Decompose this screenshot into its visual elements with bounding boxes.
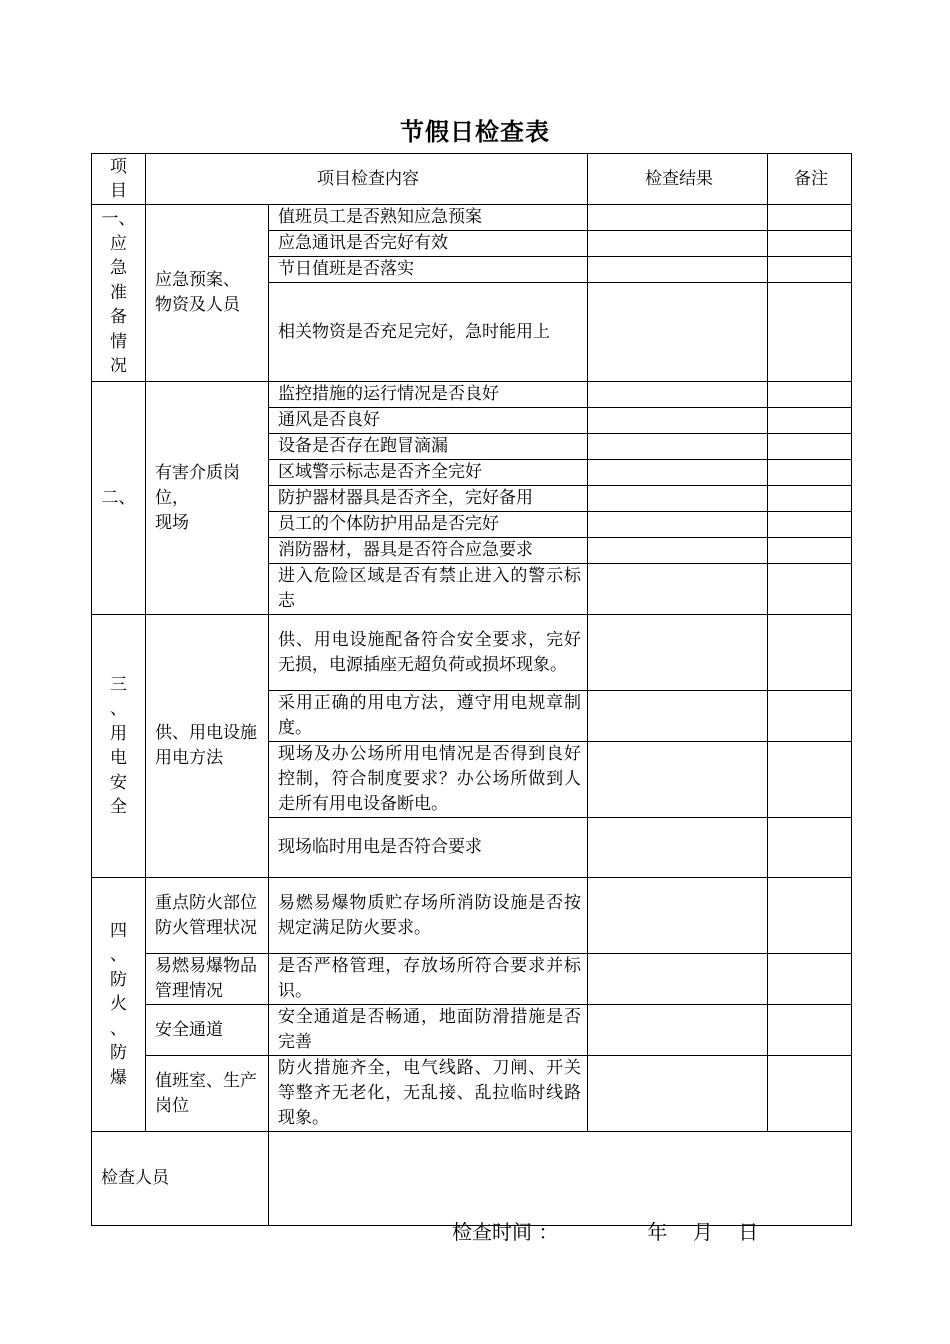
table-row: [92, 1005, 852, 1056]
result-cell[interactable]: [588, 1005, 768, 1056]
remark-cell[interactable]: [768, 742, 852, 818]
section-1-label: 一、 应 急 准 备 情 况: [92, 205, 146, 382]
check-item: 监控措施的运行情况是否良好: [269, 382, 588, 408]
remark-cell[interactable]: [768, 434, 852, 460]
check-item: 防护器材器具是否齐全，完好备用: [269, 486, 588, 512]
remark-cell[interactable]: [768, 1056, 852, 1132]
date-day: 日: [738, 1220, 759, 1244]
check-item: 安全通道是否畅通，地面防滑措施是否完善: [269, 1005, 588, 1056]
result-cell[interactable]: [588, 434, 768, 460]
check-item: 应急通讯是否完好有效: [269, 231, 588, 257]
table-row: [92, 878, 852, 954]
remark-cell[interactable]: [768, 382, 852, 408]
page-title: 节假日检查表: [400, 118, 550, 146]
check-item: 通风是否良好: [269, 408, 588, 434]
check-item: 防火措施齐全，电气线路、刀闸、开关等整齐无老化，无乱接、乱拉临时线路现象。: [269, 1056, 588, 1132]
remark-cell[interactable]: [768, 257, 852, 283]
remark-cell[interactable]: [768, 408, 852, 434]
checklist-table: [91, 153, 852, 1226]
remark-cell[interactable]: [768, 1005, 852, 1056]
section-4-subcategory: 易燃易爆物品管理情况: [146, 954, 269, 1005]
table-row: [92, 954, 852, 1005]
table-row: [92, 1056, 852, 1132]
result-cell[interactable]: [588, 691, 768, 742]
section-2-label: 二、: [92, 382, 146, 615]
header-row: [92, 154, 852, 205]
check-item: 易燃易爆物质贮存场所消防设施是否按规定满足防火要求。: [269, 878, 588, 954]
section-2-subcategory: 有害介质岗位， 现场: [146, 382, 269, 615]
check-item: 员工的个体防护用品是否完好: [269, 512, 588, 538]
remark-cell[interactable]: [768, 691, 852, 742]
check-item: 是否严格管理，存放场所符合要求并标识。: [269, 954, 588, 1005]
inspector-signature-field[interactable]: [269, 1132, 852, 1226]
section-3-subcategory: 供、用电设施 用电方法: [146, 615, 269, 878]
section-4-subcategory: 安全通道: [146, 1005, 269, 1056]
result-cell[interactable]: [588, 486, 768, 512]
section-4-label: 四 、 防 火 、 防 爆: [92, 878, 146, 1132]
check-item: 消防器材，器具是否符合应急要求: [269, 538, 588, 564]
remark-cell[interactable]: [768, 954, 852, 1005]
table-row: [92, 382, 852, 408]
header-remark: 备注: [768, 154, 852, 205]
remark-cell[interactable]: [768, 486, 852, 512]
check-item: 供、用电设施配备符合安全要求，完好无损，电源插座无超负荷或损坏现象。: [269, 615, 588, 691]
remark-cell[interactable]: [768, 231, 852, 257]
table-row: [92, 615, 852, 691]
table-row: [92, 205, 852, 231]
remark-cell[interactable]: [768, 512, 852, 538]
date-year: 年: [647, 1220, 668, 1244]
header-project: 项 目: [92, 154, 146, 205]
header-content: 项目检查内容: [146, 154, 588, 205]
result-cell[interactable]: [588, 205, 768, 231]
result-cell[interactable]: [588, 283, 768, 382]
result-cell[interactable]: [588, 564, 768, 615]
date-month: 月: [692, 1220, 713, 1244]
remark-cell[interactable]: [768, 564, 852, 615]
result-cell[interactable]: [588, 460, 768, 486]
result-cell[interactable]: [588, 382, 768, 408]
inspector-label: 检查人员: [92, 1132, 269, 1226]
result-cell[interactable]: [588, 257, 768, 283]
inspection-date: [452, 1216, 758, 1245]
remark-cell[interactable]: [768, 878, 852, 954]
remark-cell[interactable]: [768, 538, 852, 564]
result-cell[interactable]: [588, 538, 768, 564]
result-cell[interactable]: [588, 231, 768, 257]
check-item: 进入危险区域是否有禁止进入的警示标志: [269, 564, 588, 615]
section-1-subcategory: 应急预案、 物资及人员: [146, 205, 269, 382]
check-item: 现场临时用电是否符合要求: [269, 818, 588, 878]
inspector-row: [92, 1132, 852, 1226]
remark-cell[interactable]: [768, 615, 852, 691]
result-cell[interactable]: [588, 742, 768, 818]
check-item: 现场及办公场所用电情况是否得到良好控制，符合制度要求？办公场所做到人走所有用电设备断电。: [269, 742, 588, 818]
result-cell[interactable]: [588, 512, 768, 538]
check-item: 相关物资是否充足完好，急时能用上: [269, 283, 588, 382]
result-cell[interactable]: [588, 818, 768, 878]
result-cell[interactable]: [588, 1056, 768, 1132]
result-cell[interactable]: [588, 878, 768, 954]
section-4-subcategory: 重点防火部位防火管理状况: [146, 878, 269, 954]
result-cell[interactable]: [588, 408, 768, 434]
remark-cell[interactable]: [768, 283, 852, 382]
result-cell[interactable]: [588, 954, 768, 1005]
check-item: 区域警示标志是否齐全完好: [269, 460, 588, 486]
inspection-date-label: 检查时间 ：: [452, 1220, 559, 1244]
result-cell[interactable]: [588, 615, 768, 691]
remark-cell[interactable]: [768, 818, 852, 878]
check-item: 值班员工是否熟知应急预案: [269, 205, 588, 231]
check-item: 采用正确的用电方法，遵守用电规章制度。: [269, 691, 588, 742]
section-4-subcategory: 值班室、生产岗位: [146, 1056, 269, 1132]
check-item: 节日值班是否落实: [269, 257, 588, 283]
header-result: 检查结果: [588, 154, 768, 205]
check-item: 设备是否存在跑冒滴漏: [269, 434, 588, 460]
section-3-label: 三 、 用 电 安 全: [92, 615, 146, 878]
remark-cell[interactable]: [768, 205, 852, 231]
remark-cell[interactable]: [768, 460, 852, 486]
